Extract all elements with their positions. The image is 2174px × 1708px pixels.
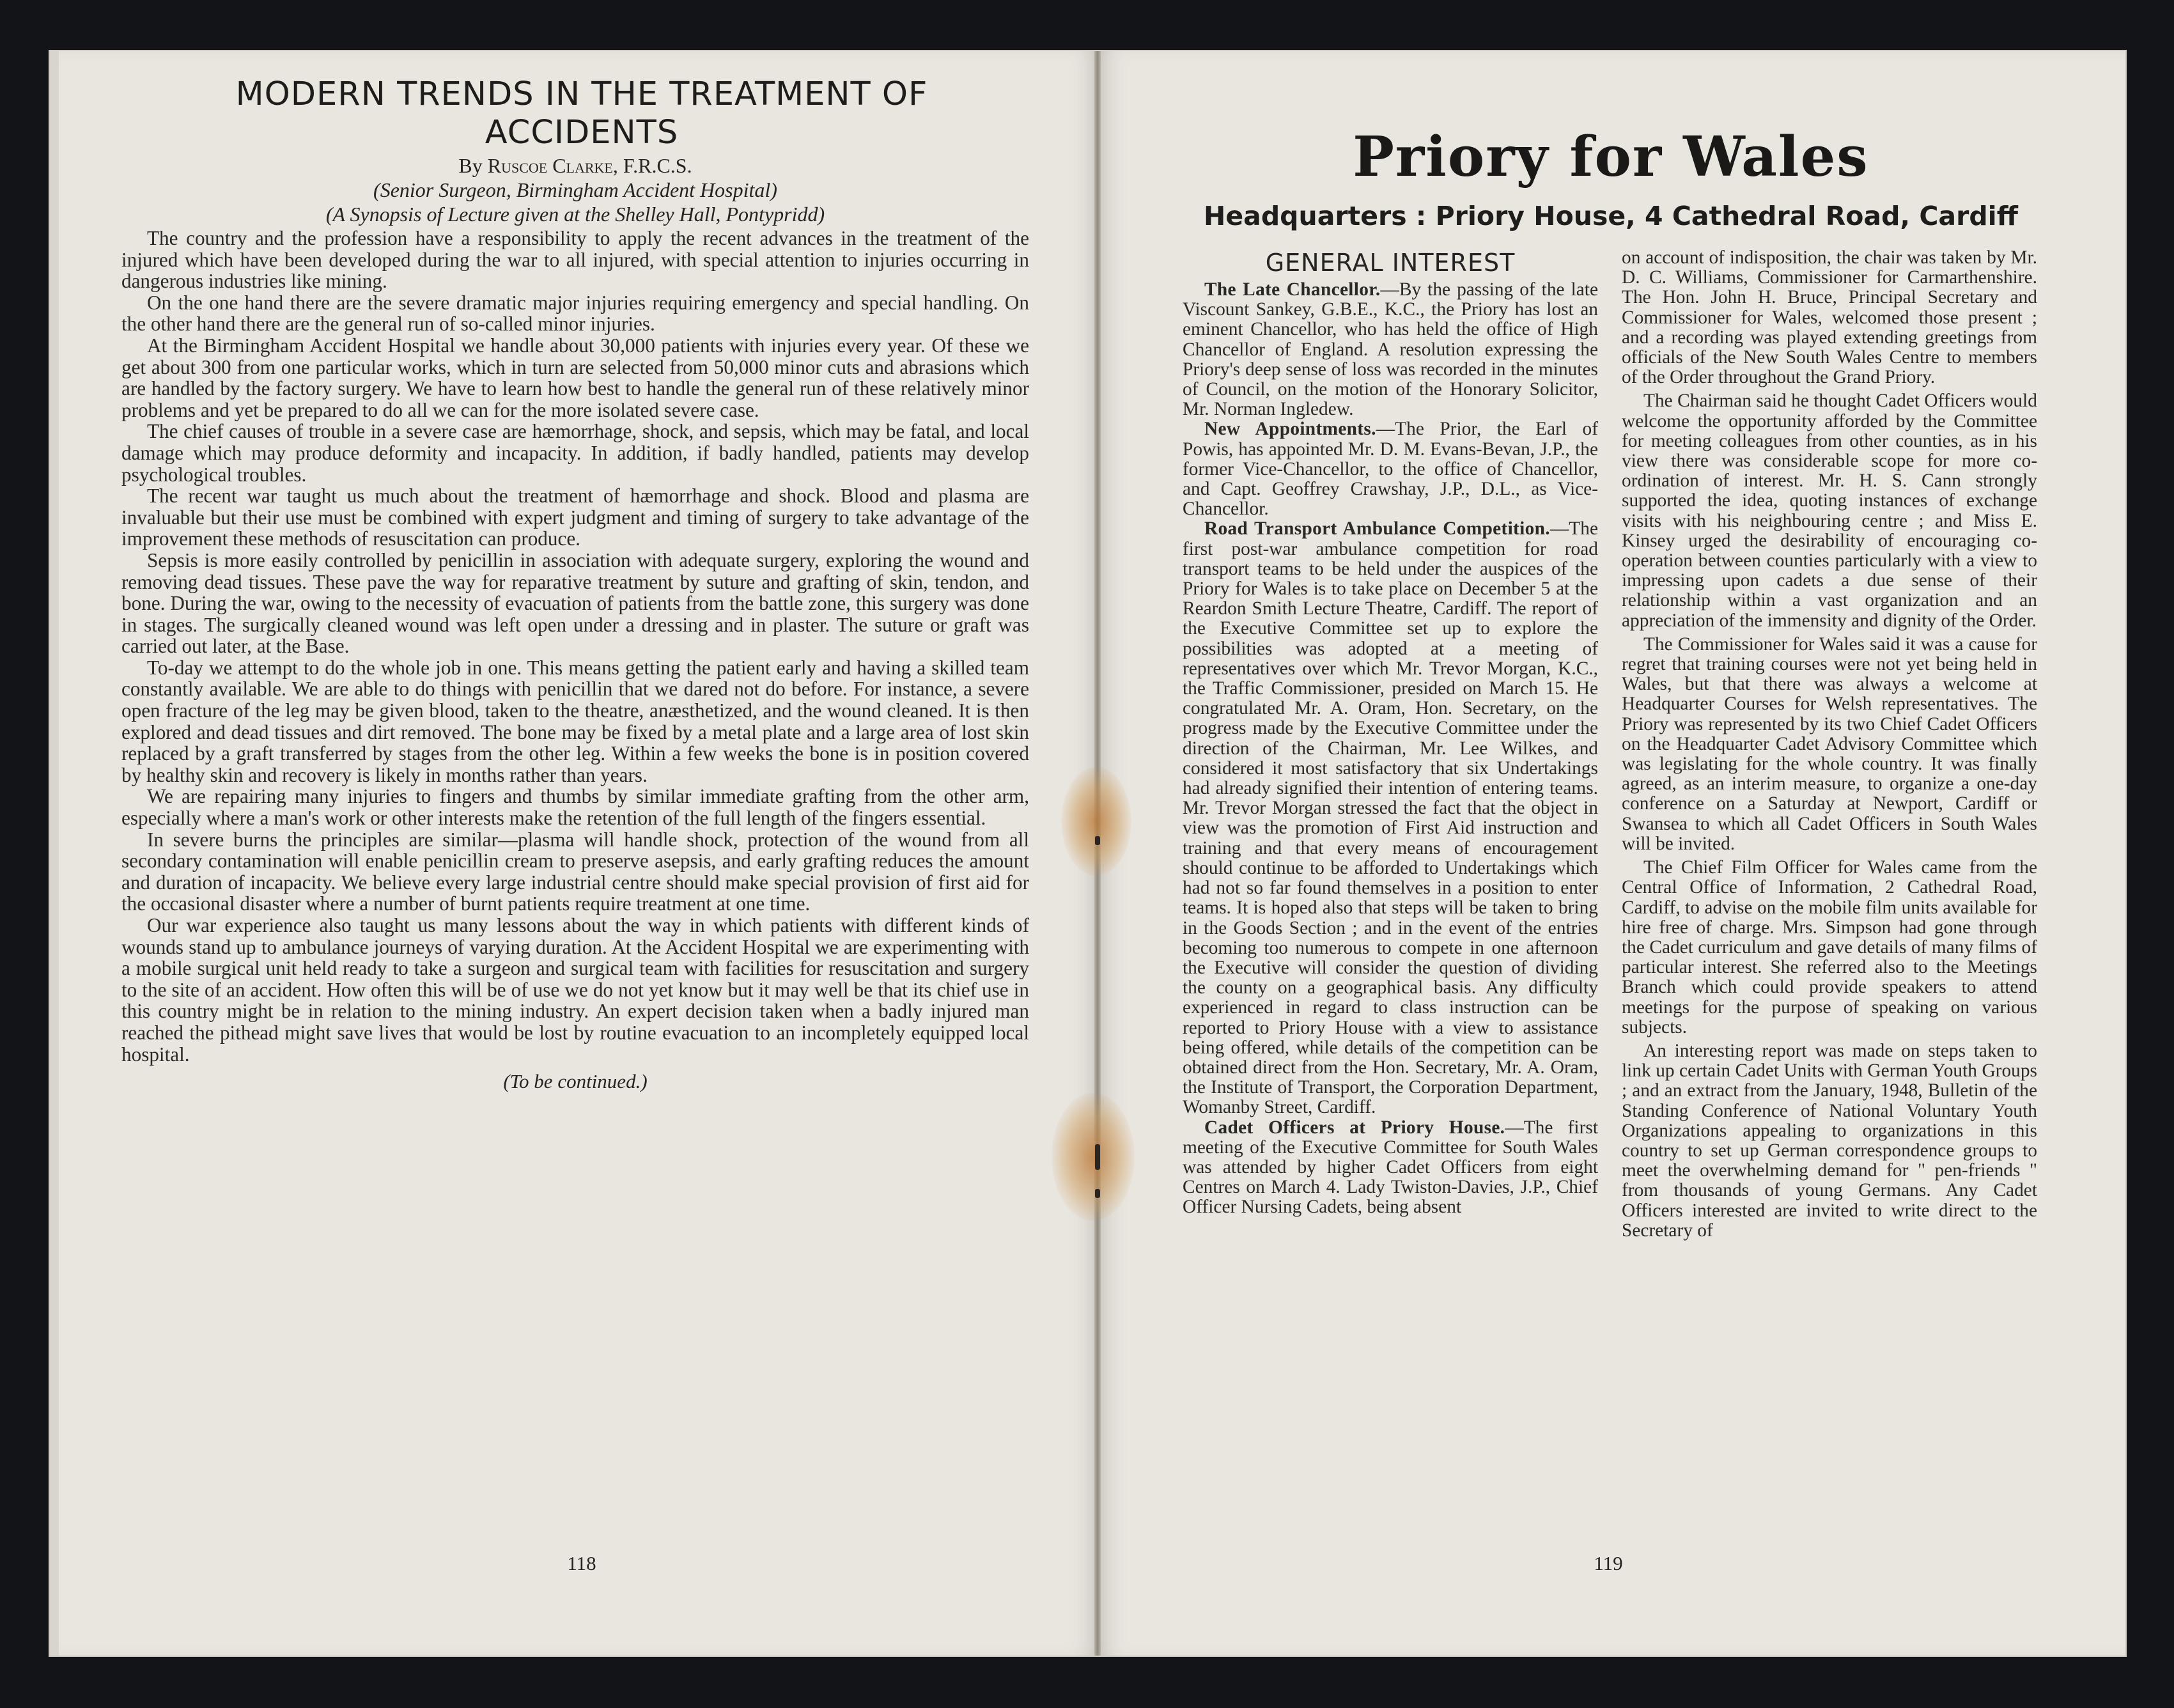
masthead: Priory for Wales <box>1353 125 1869 189</box>
paper-stain <box>1052 1093 1135 1221</box>
paragraph: The recent war taught us much about the treatment of hæmorrhage and shock. Blood and plasma are invaluable but their use must be combined with expert judgment and timing of surgery to take advantage of the improvement these methods of resuscitation can produce. <box>121 485 1029 550</box>
paragraph: An interesting report was made on steps taken to link up certain Cadet Units with German Youth Groups ; and an extract from the January, 1948, Bulletin of the Standing Conference of National Voluntary Youth Organizations appealing to organizations in this country to set up German correspondence groups to meet the overwhelming demand for " pen-friends " from thousands of young Germans. Any Cadet Officers interested are invited to write direct to the Secretary of <box>1622 1040 2037 1241</box>
paragraph: Sepsis is more easily controlled by penicillin in association with adequate surgery, exploring the wound and removing dead tissues. These pave the way for reparative treatment by suture and grafting of skin, tendon, and bone. During the war, owing to the necessity of evacuation of patients from the battle zone, this surgery was done in stages. The surgically cleaned wound was left open under a dressing and in plaster. The suture or graft was carried out later, at the Base. <box>121 548 1029 658</box>
paragraph: In severe burns the principles are similar—plasma will handle shock, protection of the wound from all secondary contamination will enable penicillin cream to preserve asepsis, and early grafting reduces the amount and duration of incapacity. We believe every large industrial centre should make special provision of first aid for the occasional disaster where a number of burnt patients require treatment at one time. <box>121 828 1029 915</box>
paragraph: The Chairman said he thought Cadet Officers would welcome the opportunity afforded by the Committee for meeting colleagues from other counties, as in his view there was considerable scope for more co-ordination of interest. Mr. H. S. Cann strongly supported the idea, quoting instances of exchange visits with his neighbouring centre ; and Miss E. Kinsey urged the desirability of encouraging co-operation between counties particularly with a view to impressing upon cadets a due sense of their relationship within a vast organization and an appreciation of the immensity and dignity of the Order. <box>1622 391 2037 631</box>
run-in-heading: The Late Chancellor. <box>1204 279 1381 300</box>
author-affiliation: (Senior Surgeon, Birmingham Accident Hospital) <box>373 178 777 201</box>
binding-staple <box>1095 1189 1100 1198</box>
binding-staple <box>1095 836 1100 845</box>
paper-stain <box>1061 767 1131 876</box>
headquarters-line: Headquarters : Priory House, 4 Cathedral Road, Cardiff <box>1204 201 2018 231</box>
paragraph: The Chief Film Officer for Wales came from the Central Office of Information, 2 Cathedral Road, Cardiff, to advise on the mobile film units available for hire free of charge. Mrs. Simpson had gone through the Cadet curriculum and gave details of many films of particular interest. She referred also to the Meetings Branch which could provide speakers to attend meetings for the purpose of speaking on various subjects. <box>1622 857 2037 1037</box>
byline-author: Ruscoe Clarke <box>487 154 613 177</box>
news-item <box>1183 519 1598 1117</box>
article <box>121 75 1029 1093</box>
continued-note: (To be continued.) <box>503 1070 648 1093</box>
paragraph: on account of indisposition, the chair was taken by Mr. D. C. Williams, Commissioner for Carmarthenshire. The Hon. John H. Bruce, Principal Secretary and Commissioner for Wales, welcomed those present ; and a recording was played extending greetings from officials of the New South Wales Centre to members of the Order throughout the Grand Priory. <box>1622 247 2037 388</box>
paragraph: The chief causes of trouble in a severe case are hæmorrhage, shock, and sepsis, which may be fatal, and local damage which may produce deformity and incapacity. In addition, if badly handled, patients may develop psychological troubles. <box>121 420 1029 486</box>
column-right <box>1622 248 2037 1241</box>
news-text: —The first post-war ambulance competition for road transport teams to be held under the auspices of the Priory for Wales is to take place on December 5 at the Reardon Smith Lecture Theatre, Cardiff. The report of the Executive Committee set up to explore the possibilities was adopted at a meeting of representatives over which Mr. Trevor Morgan, K.C., the Traffic Commissioner, presided on March 15. He congratulated Mr. A. Oram, Hon. Secretary, on the progress made by the Executive Committee under the direction of the Chairman, Mr. Lee Wilkes, and considered it most satisfactory that six Undertakings had already signified their intention of entering teams. Mr. Trevor Morgan stressed the fact that the object in view was the promotion of First Aid instruction and training and that every means of encouragement should continue to be afforded to Undertakings which had not so far found themselves in a position to enter teams. It is hoped also that steps will be taken to bring in the Goods Section ; and in the event of the entries becoming too numerous to compete in one afternoon the Executive will consider the question of dividing the county on a geographical basis. Any difficulty experienced in regard to class instruction can be reported to Priory House with a view to assistance being offered, while details of the competition can be obtained direct from the Hon. Secretary, Mr. A. Oram, the Institute of Transport, the Corporation Department, Womanby Street, Cardiff. <box>1183 518 1598 1118</box>
news-text: —By the passing of the late Viscount Sankey, G.B.E., K.C., the Priory has lost an eminent Chancellor, who has held the office of High Chancellor of England. A resolution expressing the Priory's deep sense of loss was recorded in the minutes of Council, on the motion of the Honorary Solicitor, Mr. Norman Ingledew. <box>1183 279 1598 420</box>
run-in-heading: Cadet Officers at Priory House. <box>1204 1117 1505 1138</box>
news-item <box>1183 1118 1598 1218</box>
news-item <box>1183 280 1598 419</box>
synopsis-note: (A Synopsis of Lecture given at the Shelley Hall, Pontypridd) <box>325 203 825 226</box>
news-text: —The first meeting of the Executive Committee for South Wales was attended by higher Cadet Officers from eight Centres on March 4. Lady Twiston-Davies, J.P., Chief Officer Nursing Cadets, being absent <box>1183 1117 1598 1218</box>
page-number-left: 118 <box>567 1552 596 1574</box>
section-heading: GENERAL INTEREST <box>1265 249 1516 277</box>
byline-prefix: By <box>458 154 488 177</box>
paragraph: Our war experience also taught us many lessons about the way in which patients with different kinds of wounds stand up to ambulance journeys of varying duration. At the Accident Hospital we are experimenting with a mobile surgical unit held ready to take a surgeon and surgical team with facilities for resuscitation and surgery to the site of an accident. How often this will be of use we do not yet know but it may well be that its chief use in this country might be in relation to the mining industry. An expert decision taken when a badly injured man reached the pithead might save lives that would be lost by routine evacuation to an incompletely equipped local hospital. <box>121 914 1029 1066</box>
run-in-heading: Road Transport Ambulance Competition. <box>1204 518 1550 540</box>
column-left <box>1183 247 1598 1218</box>
byline <box>121 153 1029 178</box>
run-in-heading: New Appointments. <box>1204 419 1376 440</box>
paragraph: At the Birmingham Accident Hospital we handle about 30,000 patients with injuries every year. Of these we get about 300 from one particular works, which in turn are selected from 50,000 minor cuts and abrasions which are handled by the factory surgery. We have to learn how best to handle the general run of these relatively minor problems and yet be prepared to do all we can for the more isolated severe case. <box>121 334 1029 421</box>
article-title: MODERN TRENDS IN THE TREATMENT OF ACCIDENTS <box>235 75 928 151</box>
paragraph: To-day we attempt to do the whole job in one. This means getting the patient early and having a skilled team constantly available. We are able to do things with penicillin that we dared not do before. For instance, a severe open fracture of the leg may be given blood, taken to the theatre, anæsthetized, and the wound cleaned. It is then explored and dead tissues and dirt removed. The bone may be fixed by a metal plate and a large area of lost skin replaced by a graft transferred by stages from the other leg. Within a few weeks the bone is in position covered by healthy skin and recovery is likely in months rather than years. <box>121 656 1029 786</box>
binding-staple <box>1095 1144 1100 1170</box>
news-text: —The Prior, the Earl of Powis, has appointed Mr. D. M. Evans-Bevan, J.P., the former Vice-Chancellor, to the office of Chancellor, and Capt. Geoffrey Crawshay, J.P., D.L., as Vice-Chancellor. <box>1183 419 1598 520</box>
paragraph: We are repairing many injuries to fingers and thumbs by similar immediate grafting from the other arm, especially where a man's work or other interests make the retention of the full length of the fingers essential. <box>121 785 1029 830</box>
page-number-right: 119 <box>1594 1552 1623 1574</box>
paragraph: The Commissioner for Wales said it was a cause for regret that training courses were not yet being held in Wales, but that there was always a welcome at Headquarter Courses for Welsh representatives. The Priory was represented by its two Chief Cadet Officers on the Headquarter Cadet Advisory Committee which was legislating for the whole country. It was finally agreed, as an interim measure, to organize a one-day conference on a Saturday at Newport, Cardiff or Swansea to which all Cadet Officers in South Wales will be invited. <box>1622 633 2037 854</box>
paragraph: The country and the profession have a responsibility to apply the recent advances in the treatment of the injured which have been developed during the war to all injured, with special attention to injuries occurring in dangerous industries like mining. <box>121 227 1029 293</box>
article-body <box>121 228 1029 1065</box>
byline-suffix: , F.R.C.S. <box>612 154 692 177</box>
news-item <box>1183 419 1598 519</box>
paragraph: On the one hand there are the severe dramatic major injuries requiring emergency and special handling. On the other hand there are the general run of so-called minor injuries. <box>121 291 1029 336</box>
